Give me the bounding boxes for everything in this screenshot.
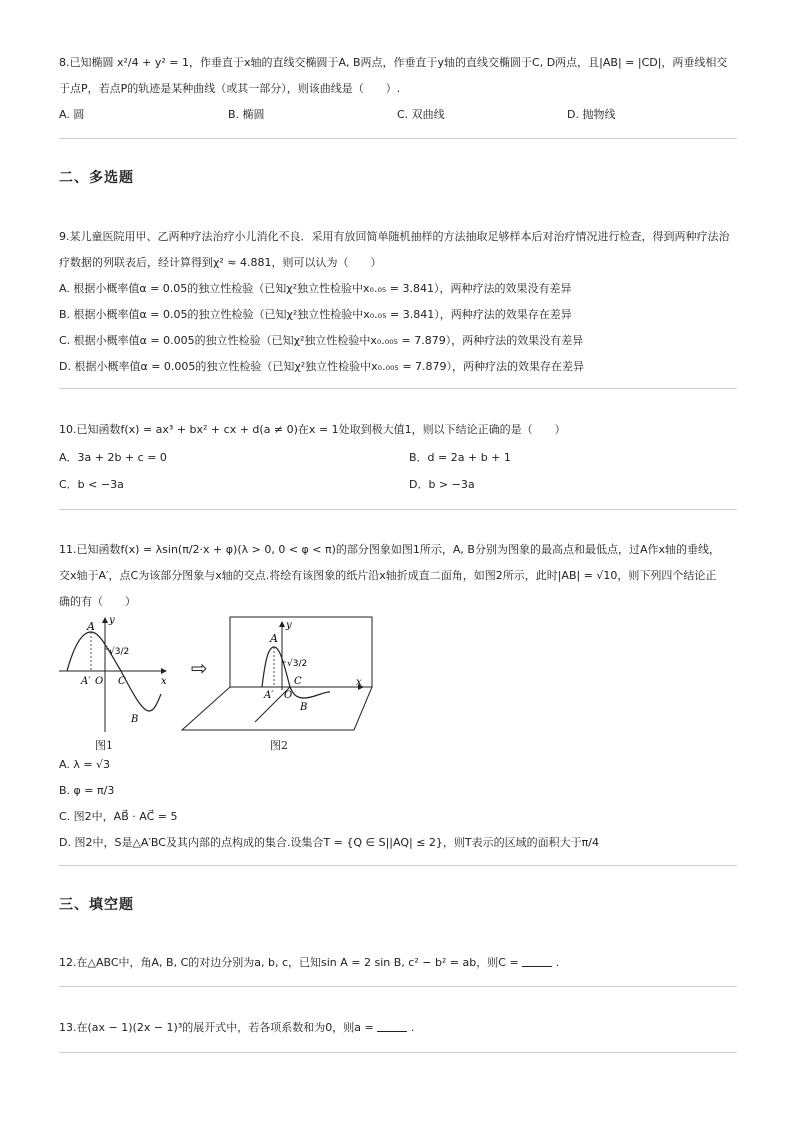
option-c[interactable]: C. 图2中，AB⃗ · AC⃗ = 5 xyxy=(59,810,178,823)
label-x: x xyxy=(356,677,362,688)
option-a[interactable]: A. 根据小概率值α = 0.05的独立性检验（已知χ²独立性检验中x₀.₀₅ = 3.841），两种疗法的效果没有差异 xyxy=(59,282,572,295)
option-c[interactable]: C．b < −3a xyxy=(59,478,124,491)
option-c[interactable]: C. 双曲线 xyxy=(397,108,445,121)
label-x: x xyxy=(161,676,167,687)
figure-1-caption: 图1 xyxy=(95,739,113,752)
label-y: y xyxy=(109,615,115,626)
option-a[interactable]: A. λ = √3 xyxy=(59,758,111,771)
label-a: A xyxy=(270,632,278,645)
question-8-options xyxy=(59,106,737,126)
horizontal-plane xyxy=(182,687,372,730)
figure-2-graph xyxy=(180,612,376,734)
label-a-prime: A′ xyxy=(264,690,274,701)
question-9-line-2: 疗数据的列联表后，经计算得到χ² ≈ 4.881，则可以认为（ ） xyxy=(59,256,382,269)
question-13 xyxy=(59,1015,737,1041)
answer-blank[interactable] xyxy=(377,1019,407,1032)
label-b: B xyxy=(131,714,139,725)
option-a[interactable]: A．3a + 2b + c = 0 xyxy=(59,451,167,464)
figure-1-graph xyxy=(59,614,171,734)
option-c[interactable]: C. 根据小概率值α = 0.005的独立性检验（已知χ²独立性检验中x₀.₀₀₅ = 7.879），两种疗法的效果没有差异 xyxy=(59,334,584,347)
option-d[interactable]: D. 抛物线 xyxy=(567,108,616,121)
label-a: A xyxy=(87,620,95,633)
question-9-line-1: 9.某儿童医院用甲、乙两种疗法治疗小儿消化不良．采用有放回简单随机抽样的方法抽取足够样本后对治疗情况进行检查，得到两种疗法治 xyxy=(59,230,730,243)
question-8 xyxy=(59,50,737,102)
x-axis-arrow xyxy=(161,668,167,674)
label-o: O xyxy=(95,676,104,687)
arrow-icon: ⇨ xyxy=(191,656,208,680)
question-10 xyxy=(59,417,737,443)
divider xyxy=(59,388,737,389)
label-value: √3/2 xyxy=(109,647,130,657)
option-b[interactable]: B. 椭圆 xyxy=(228,108,265,121)
question-12-tail: . xyxy=(555,956,560,969)
question-11 xyxy=(59,537,737,615)
label-value: √3/2 xyxy=(287,659,308,669)
label-c: C xyxy=(294,676,302,687)
label-c: C xyxy=(118,676,126,687)
label-y: y xyxy=(286,620,292,631)
question-8-line-1: 8.已知椭圆 x²/4 + y² = 1，作垂直于x轴的直线交椭圆于A, B两点，作垂直于y轴的直线交椭圆于C, D两点，且|AB| = |CD|，两垂线相交 xyxy=(59,56,728,69)
option-b[interactable]: B. 根据小概率值α = 0.05的独立性检验（已知χ²独立性检验中x₀.₀₅ = 3.841），两种疗法的效果存在差异 xyxy=(59,308,572,321)
y-axis-arrow xyxy=(279,621,285,627)
divider xyxy=(59,509,737,510)
question-10-options-row-2 xyxy=(59,476,737,496)
question-9 xyxy=(59,224,737,380)
question-10-options-row-1 xyxy=(59,449,737,469)
question-11-line-1: 11.已知函数f(x) = λsin(π/2·x + φ)(λ > 0, 0 < φ < π)的部分图象如图1所示，A, B分别为图象的最高点和最低点，过A作x轴的垂线， xyxy=(59,543,721,556)
question-11-line-2: 交x轴于A′，点C为该部分图象与x轴的交点.将绘有该图象的纸片沿x轴折成直二面角，如图2所示，此时|AB| = √10，则下列四个结论正 xyxy=(59,569,717,582)
option-d[interactable]: D. 根据小概率值α = 0.005的独立性检验（已知χ²独立性检验中x₀.₀₀₅ = 7.879），两种疗法的效果存在差异 xyxy=(59,360,585,373)
label-a-prime: A′ xyxy=(81,676,91,687)
question-10-line-1: 10.已知函数f(x) = ax³ + bx² + cx + d(a ≠ 0)在x = 1处取到极大值1，则以下结论正确的是（ ） xyxy=(59,423,566,436)
question-8-line-2: 于点P，若点P的轨迹是某种曲线（或其一部分），则该曲线是（ ）. xyxy=(59,82,401,95)
section-title-fill-in: 三、填空题 xyxy=(59,897,134,913)
lower-curve xyxy=(290,687,330,698)
divider xyxy=(59,865,737,866)
y-axis-arrow xyxy=(102,617,108,623)
upper-curve xyxy=(262,647,290,687)
section-title-multiple-choice: 二、多选题 xyxy=(59,170,134,186)
answer-blank[interactable] xyxy=(522,954,552,967)
option-d[interactable]: D. 图2中，S是△A′BC及其内部的点构成的集合.设集合T = {Q ∈ S||AQ| ≤ 2}，则T表示的区域的面积大于π/4 xyxy=(59,836,599,849)
divider xyxy=(59,986,737,987)
question-13-tail: . xyxy=(410,1021,415,1034)
option-a[interactable]: A. 圆 xyxy=(59,108,85,121)
divider xyxy=(59,1052,737,1053)
label-b: B xyxy=(300,702,308,713)
question-11-line-3: 确的有（ ） xyxy=(59,595,136,608)
option-b[interactable]: B. φ = π/3 xyxy=(59,784,115,797)
question-11-options xyxy=(59,752,737,856)
option-b[interactable]: B．d = 2a + b + 1 xyxy=(409,451,511,464)
figure-2-caption: 图2 xyxy=(270,739,288,752)
label-o: O xyxy=(284,690,293,701)
option-d[interactable]: D．b > −3a xyxy=(409,478,475,491)
question-13-text: 13.在(ax − 1)(2x − 1)³的展开式中，若各项系数和为0，则a = xyxy=(59,1021,374,1034)
question-12 xyxy=(59,950,737,976)
divider xyxy=(59,138,737,139)
question-12-text: 12.在△ABC中，角A, B, C的对边分别为a, b, c，已知sin A = 2 sin B, c² − b² = ab，则C = xyxy=(59,956,519,969)
